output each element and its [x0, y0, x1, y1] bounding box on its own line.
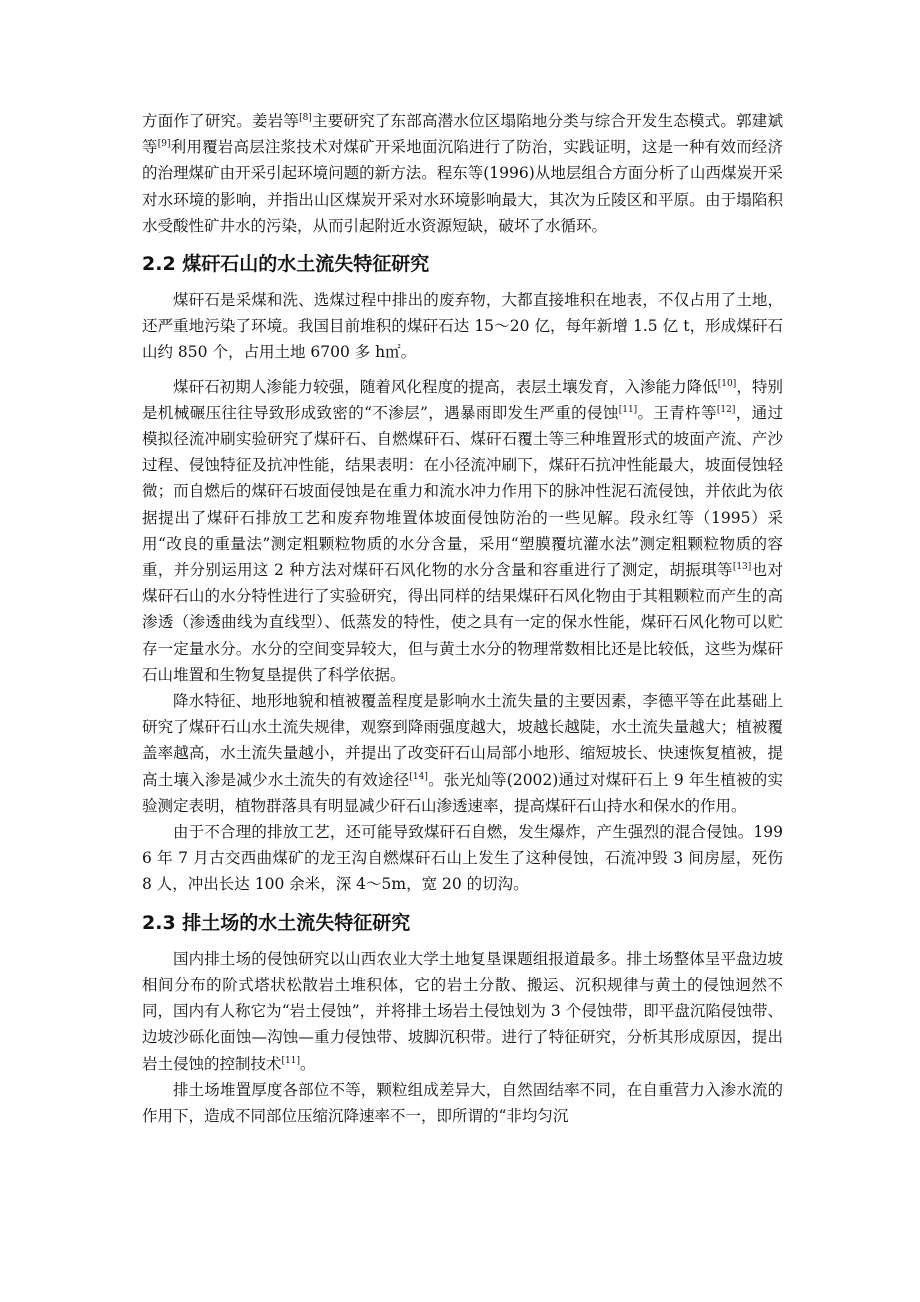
section-heading-h22: 2.2 煤矸石山的水土流失特征研究	[142, 253, 430, 276]
paragraph-p2	[142, 287, 783, 366]
citation-ref: [11]	[618, 404, 638, 415]
paragraph-text: 方面作了研究。姜岩等	[142, 112, 300, 130]
paragraph-text: 排土场堆置厚度各部位不等，颗粒组成差异大，自然固结率不同，在自重营力入渗水流的作用下，造成不同部位压缩沉降速率不一，即所谓的“非均匀沉	[142, 1080, 783, 1125]
paragraph-p7	[142, 1077, 783, 1129]
citation-ref: [8]	[299, 112, 312, 123]
paragraph-p5	[142, 819, 783, 898]
paragraph-text: 国内排土场的侵蚀研究以山西农业大学土地复垦课题组报道最多。排土场整体呈平盘边坡相间分布的阶式塔状松散岩土堆积体，它的岩土分散、搬运、沉积规律与黄土的侵蚀迥然不同，国内有人称它为“岩土侵蚀”，并将排土场岩土侵蚀划为 3 个侵蚀带，即平盘沉陷侵蚀带、边坡沙砾化面蚀—沟蚀—重力侵蚀带、坡脚沉积带。进行了特征研究，分析其形成原因，提出岩土侵蚀的控制技术	[142, 949, 783, 1073]
paragraph-gap	[142, 366, 783, 374]
citation-ref: [13]	[732, 561, 752, 572]
paragraph-text: 。王青杵等	[637, 403, 717, 422]
paragraph-text: 降水特征、地形地貌和植被覆盖程度是影响水土流失量的主要因素，李德平等在此基础上研究了煤矸石山水土流失规律，观察到降雨强度越大，坡越长越陡，水土流失量越大；植被覆盖率越高，水土流失量越小，并提出了改变矸石山局部小地形、缩短坡长、快速恢复植被，提高土壤入渗是减少水土流失的有效途径	[142, 692, 783, 789]
citation-ref: [12]	[716, 404, 736, 415]
paragraph-text: 煤矸石初期人渗能力较强，随着风化程度的提高，表层土壤发育，入渗能力降低	[173, 377, 718, 396]
paragraph-text: 。张光灿等(2002)通过对煤矸石上 9 年生植被的实验测定表明，植物群落具有明显减少矸石山渗透速率，提高煤矸石山持水和保水的作用。	[142, 770, 783, 815]
paragraph-text: 也对煤矸石山的水分特性进行了实验研究，得出同样的结果煤矸石风化物由于其粗颗粒而产生的高渗透（渗透曲线为直线型）、低蒸发的特性，使之具有一定的保水性能，煤矸石风化物可以贮存一定量水分。水分的空间变异较大，但与黄土水分的物理常数相比还是比较低，这些为煤矸石山堆置和生物复垦提供了科学依据。	[142, 561, 783, 684]
paragraph-text: 煤矸石是采煤和洗、选煤过程中排出的废弃物，大都直接堆积在地表，不仅占用了土地，还严重地污染了环境。我国目前堆积的煤矸石达 15～20 亿，每年新增 1.5 亿 t，形成煤矸石山约 850 个，占用土地 6700 多 h㎡。	[142, 291, 783, 362]
paragraph-text: 利用覆岩高层注浆技术对煤矿开采地面沉陷进行了防治，实践证明，这是一种有效而经济的治理煤矿由开采引起环境问题的新方法。程东等(1996)从地层组合方面分析了山西煤炭开采对水环境的影响，并指出山区煤炭开采对水环境影响最大，其次为丘陵区和平原。由于塌陷积水受酸性矿井水的污染，从而引起附近水资源短缺，破坏了水循环。	[142, 138, 783, 235]
document-page	[142, 108, 783, 1129]
paragraph-p6	[142, 946, 783, 1077]
paragraph-text: 主要研究了东部高潜水位区塌陷地分类与综合开发生态模式。郭建斌等	[142, 112, 783, 157]
section-heading-h23: 2.3 排土场的水土流失特征研究	[142, 911, 411, 934]
paragraph-text: ，通过模拟径流冲刷实验研究了煤矸石、自燃煤矸石、煤矸石覆土等三种堆置形式的坡面产流、产沙过程、侵蚀特征及抗冲性能，结果表明：在小径流冲刷下，煤矸石抗冲性能最大，坡面侵蚀轻微；而自燃后的煤矸石坡面侵蚀是在重力和流水冲力作用下的脉冲性泥石流侵蚀，并依此为依据提出了煤矸石排放工艺和废弃物堆置体坡面侵蚀防治的一些见解。段永红等（1995）采用“改良的重量法”测定粗颗粒物质的水分含量，采用“塑膜覆坑灌水法”测定粗颗粒物质的容重，并分别运用这 2 种方法对煤矸石风化物的水分含量和容重进行了测定，胡振琪等	[142, 403, 783, 580]
citation-ref: [11]	[281, 1055, 300, 1066]
paragraph-p1	[142, 108, 783, 239]
citation-ref: [9]	[157, 139, 171, 150]
paragraph-text: 。	[300, 1054, 316, 1073]
paragraph-text: 由于不合理的排放工艺，还可能导致煤矸石自燃，发生爆炸，产生强烈的混合侵蚀。1996 年 7 月古交西曲煤矿的龙王沟自燃煤矸石山上发生了这种侵蚀，石流冲毁 3 间房屋，死伤 8 人，冲出长达 100 余米，深 4～5m，宽 20 的切沟。	[142, 823, 783, 894]
citation-ref: [14]	[409, 771, 428, 782]
paragraph-text: ，特别是机械碾压往往导致形成致密的“不渗层”，遇暴雨即发生严重的侵蚀	[142, 377, 783, 422]
paragraph-p3	[142, 374, 783, 688]
paragraph-p4	[142, 688, 783, 819]
citation-ref: [10]	[717, 378, 737, 389]
